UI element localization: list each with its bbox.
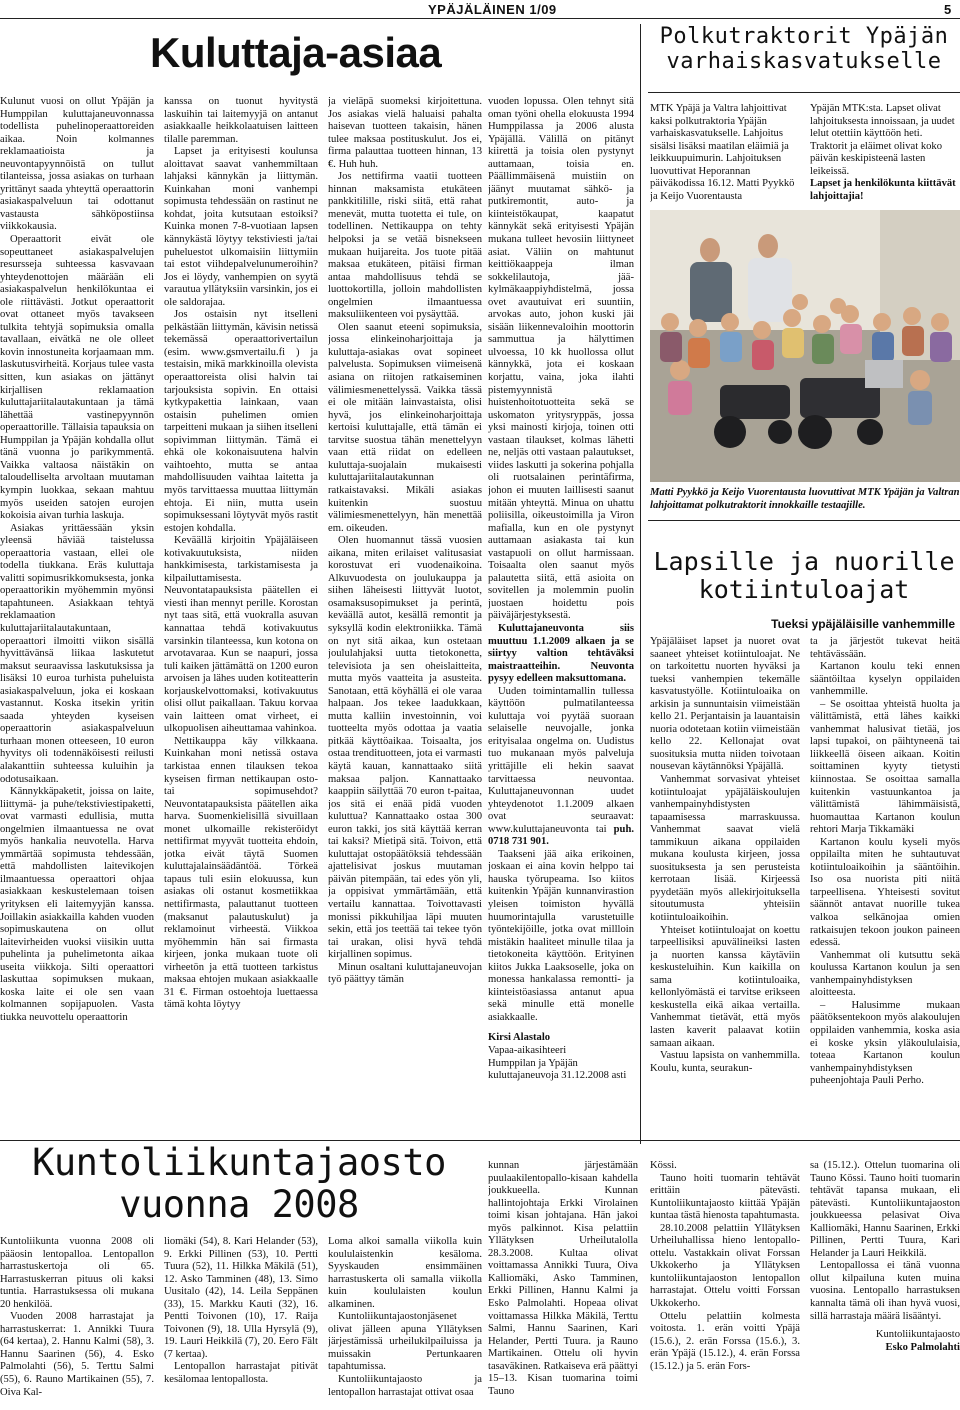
paragraph: Kartanon koulu kyseli myös oppilailta miten he suhtautuvat kotiintuloaikoihin ja sääntöihin. Iso osa nuorista piti niitä tarpeellisena. Yhteisesti sovitut säännöt antavat nuorille tukea valkoa selkänojaa omien ratkaisujen tekoon joukon paineen edessä. <box>810 836 960 949</box>
kuluttaja-column-1 <box>0 96 154 1136</box>
paragraph: Keväällä kirjoitin Ypäjäläiseen kotivakuutuksista, niiden hankkimisesta, tarkistamisesta ja kilpailuttamisesta. Neuvontatapauksista päätellen ei viesti ihan mennyt perille. Korostan nyt taas sitä, että vuokralla asuvan kannattaa tehdä kotivakuutus varsinkin tilanteessa, kun kotona on arvotavaraa. Kun se naapuri, jossa tuli kaiken jättämättä on 1200 euron arvoisen ja lähes uuden kotiteatterin korjauskelvottomaksi, kotivakuutus olisi ollut paikallaan. Takuu korvaa vain laitteen omat virheet, ei ulkopuolisen aiheuttamaa vahinkoa. <box>164 535 318 735</box>
paragraph: kanssa on tuonut hyvitystä laskuihin tai laitemyyjä on antanut asiakkaalle heikkolaatuisen laitteen tilalle paremman. <box>164 96 318 145</box>
phone-number: puh. 0718 731 901. <box>488 823 634 848</box>
paragraph: Kartanon koulu teki ennen sääntöiltaa kyselyn oppilaiden vanhemmille. <box>810 661 960 698</box>
paragraph: Jos nettifirma vaatii tuotteen hinnan maksamista etukäteen pankkitilille, riski siitä, että rahat menevät, mutta tuotetta ei tule, on todellinen. Nettikauppa on tehty helpoksi ja se vetää bisnekseen mukaan huijareita. Jos tuote pitää maksaa etukäteen, pitäisi firman antaa mahdollisuus tehdä se luottokortilla, jolloin mahdollisten ongelmien ilmaantuessa maksuliikenteen voi pysäyttää. <box>328 171 482 321</box>
paragraph: Nettikauppa käy vilkkaana. Kuinkahan moni netissä ostava tarkistaa ennen tilauksen tekoa kyseisen firman nettikaupan osto- tai sopimusehdot? Neuvontatapauksista päätellen aika harva. Suomenkielisillä sivuillaan monet ulkomaille rekisteröidyt nettifirmat myyvät tuotteita ehdoin, jotka eivät täytä Suomen kuluttajalainsäädäntöä. Törkeä tapaus tuli esiin elokuussa, kun asiakas oli ostanut kosmetiikkaa nettifirmasta, palauttanut tuotteen (maksanut palautuskulut) ja reklamoinut virheestä. Viikkoa myöhemmin hän sai firmasta kirjeen, jonka mukaan tuote oli virheetön ja että tuotteen tarkistus maksaa ehtojen mukaan asiakkaalle 31 €. Firman ostoehtoja luettaessa tämä kohta löytyy <box>164 735 318 1011</box>
paragraph: Lentopallossa ei tänä vuonna ollut kilpailuna kuten muina vuosina. Lentopallo harrastuksen kannalta tämä oli ihan hyvä vuosi, sillä harrastaja määrä lisääntyi. <box>810 1260 960 1322</box>
lapsille-top-rule <box>648 520 960 521</box>
lapsille-subtitle: Tueksi ypäjäläisille vanhemmille <box>771 617 955 631</box>
paragraph: – Halusimme mukaan päätöksentekoon myös alakoulujen oppilaiden vanhemmia, koska asia ei koske yksin yläkoululaisia, toteaa Kartanon koulun vanhempainyhdistyksen puheenjohtaja Pauli Perho. <box>810 999 960 1087</box>
photo-caption: Matti Pyykkö ja Keijo Vuorentausta luovuttivat MTK Ypäjän ja Valtran lahjoittamat polkutraktorit innokkaille testaajille. <box>650 487 960 511</box>
paragraph: Lentopallon harrastajat pitivät kesälomaa lentopallosta. <box>164 1361 318 1386</box>
kunto-title-line-1: Kuntoliikuntajaosto <box>32 1141 446 1184</box>
paragraph: Kössi. <box>650 1160 677 1171</box>
lapsille-column-1 <box>650 636 800 1136</box>
kunto-title <box>4 1142 474 1226</box>
page-number: 5 <box>944 2 952 17</box>
lapsille-title-line-1: Lapsille ja nuorille <box>653 547 955 576</box>
kunto-column-5 <box>650 1160 800 1410</box>
bold-paragraph: Kuluttajaneuvonta siis muuttuu 1.1.2009 alkaen ja se siirtyy valtion tehtäväksi maistraatteihin. Neuvonta pysyy edelleen maksuttomana. <box>488 622 634 685</box>
polku-title-line-2: varhaiskasvatukselle <box>666 49 942 74</box>
kunto-column-6 <box>810 1160 960 1410</box>
issue-label: YPÄJÄLÄINEN 1/09 <box>428 2 557 17</box>
paragraph: Kulunut vuosi on ollut Ypäjän ja Humppilan kuluttajaneuvonnassa todellista puhelinoperaattoreiden aikaa. Noin kolmannes reklamaatioista ja neuvontapyynnöistä on tullut tilanteissa, jossa asiakas on turhaan yrittänyt saada yhteyttä operaattorin asiakaspalveluun tai odottanut vastausta sähköpostiinsa viikkokausia. <box>0 96 154 233</box>
paragraph: kunnan järjestämään puulaakilentopallo-kisaan kahdella joukkueella. Kunnan hallintojohtaja Erkki Virolainen toimi kisan johtajana. Hän jakoi myös palkinnot. Kisa pelattiin Yllätyksen Urheilutalolla 28.3.2008. Kultaa olivat voittamassa Annikki Tuura, Oiva Kalliomäki, Asko Tamminen, Erkki Pillinen, Hannu Kalmi ja Esko Palmolahti. Hopeaa olivat voittamassa Hilkka Mäkilä, Terttu Salmi, Hannu Saarinen, Kari Helander, Pertti Tuura. ja Rauno Martikainen. Ottelu oli hyvin tasaväkinen. Ratkaiseva erä päättyi 15–13. Kisan tuomarina toimi Tauno <box>488 1160 638 1397</box>
polku-title-rule <box>648 92 960 93</box>
paragraph: Asiakas yrittäessään yksin yleensä häviää taistelussa operaattoria vastaan, ellei ole todella tiukkana. Eräs kuluttaja valitti sopimusrikkomuksesta, jonka operaattorikin myöhemmin myönsi tapahtuneen. Asiakkaan tehtyä reklamaation kuluttajariitalautakuntaan, operaattori ilmoitti viikon sisällä hyvittävänsä liikaa laskutetut maksut seuraavissa laskutuksissa ja lisäksi 10 euroa turhista puheluista asiakaspalveluun, joka ei koskaan vastannut. Koska itsekin yritin saada yhteyden kyseisen operaattorin asiakaspalveluun turhaan monen otteeseen, 10 euron hyvitys oli todennäköisesti reilusti alakanttiin suhteessa kuluihin ja odotusaikaan. <box>0 522 154 785</box>
polku-left-text <box>650 103 800 207</box>
paragraph: Operaattorit eivät ole sopeuttaneet asiakaspalvelujen resursseja suhteessa kasvavaan yhteydenottojen määrään eli asiakaspalvelun henkilökuntaa ei ole riittävästi. Jotkut operaattorit ovat ottaneet myös tavakseen tulkita tehtyjä sopimuksia omalla tavallaan, eivätkä ne ole olleet kovin innostuneita korjaamaan mm. laskutusvirheitä. Korjaus tulee vasta sitten, kun asiakas on jättänyt kirjallisen reklamaation kuluttajariitalautakuntaan ja tämä lähettää vastinepyynnön operaattorille. Tällaisia tapauksia on Humppilan ja Ypäjän kohdalla ollut tänä vuonna jo parikymmentä. Vaikka valtaosa näistäkin on taloudelliselta arvoltaan muutaman kympin luokkaa, sekaan mahtuu myös useiden satojen eurojen kokoisia aivan turhia laskuja. <box>0 234 154 522</box>
paragraph: Yhteiset kotiintuloajat on koettu tarpeellisiksi apuvälineiksi lasten ja nuorten kanssa käytäviin keskusteluihin. Kun kaikilla on sama kotiintuloaika, kellonlyömästä ei tarvitse erikseen keskustella eikä aikaa vertailla. Vanhemmat tietävät, että myös lasten kaverit palaavat kotiin samaan aikaan. <box>650 924 800 1049</box>
paragraph: Vanhemmat sorvasivat yhteiset kotiintuloajat ypäjäläiskoulujen vanhempainyhdistysten tapaamisessa marraskuussa. Vanhemmat saavat vielä tammikuun aikana oppilaiden mukana koulusta kirjeen, jossa suosituksesta ja sen perusteista kerrotaan lisää. Kirjeessä pyydetään myös allekirjoituksella sitoutumusta yhteisiin kotiintuloaikoihin. <box>650 774 800 924</box>
kunto-column-1 <box>0 1236 154 1410</box>
paragraph: Taakseni jää aika erikoinen, joskaan ei aina kovin helppo tai hauska työrupeama. Iso kiitos kuitenkin Ypäjän kunnanvirastion yleisen toimiston hyvällä huumorintajulla varustetuille työntekijöille, jotka ovat millloin mistäkin haaliteet minulle tilaa ja tietokoneita käyttöön. Erityinen kiitos Jukka Laaksoselle, joka on monessa hankalassa remontti- ja kiinteistöasiassa antanut apua sekä minulle että monelle asiakkaalle. <box>488 848 634 1023</box>
paragraph: Kuntoliikunta vuonna 2008 oli pääosin lentopalloa. Lentopallon harrastuskertoja oli 65. Harrastuskerran pituus oli kaksi tuntia. Harrastuksessa oli mukana 20 henkilöä. <box>0 1236 154 1310</box>
bold-paragraph: Lapset ja henkilökunta kiittävät lahjoittajia! <box>810 178 956 202</box>
paragraph: Ypäjäläiset lapset ja nuoret ovat saaneet yhteiset kotiintuloajat. Ne on tarkoitettu nuorten hyväksi ja tueksi vanhempien tekemälle kasvatustyölle. Kotiintuloaika on arkisin ja sunnuntaisin viimeistään kello 21. Perjantaisin ja lauantaisin nuoria odotetaan kotiin viimeistään kello 22. Kellonajat ovat suosituksia mutta niiden toivotaan nousevan käytännöksi Ypäjällä. <box>650 636 800 773</box>
children-tractor-photo <box>650 210 960 482</box>
paragraph: Kuntoliikuntajaostonjäsenet olivat jälleen apuna Yllätyksen järjestämissä urheilukilpailuissa ja muissakin Pertunkaaren tapahtumissa. <box>328 1311 482 1373</box>
kuluttaja-column-3 <box>328 96 482 1136</box>
signature-org: Humppilan ja Ypäjän kuluttajaneuvoja 31.12.2008 asti <box>488 1057 627 1082</box>
signature-role: Vapaa-aikasihteeri <box>488 1045 567 1057</box>
paragraph: vuoden lopussa. Olen tehnyt sitä oman työni ohella elokuusta 1994 Humppilassa ja 2006 alusta Ypäjällä. Välillä on pitänyt kiirettä ja toisia olen pystynyt auttamaan, toisia en. Päällimmäisenä muistiin on jäänyt muutamat sähkö- ja putkiremontit, auto- ja kiinteistökaupat, kaapatut kännykät sekä erityisesti Ypäjän mukana tulleet hevosiin liittyneet asiat. Väliin on mahtunut keittiökaappeja ilman sokkelilautoja, jää-kylmäkaappiyhdistelmä, jossa ovet avautuivat eri suuntiin, arvokas auto, johon kuski jäi sisään liikennevaloihin moottorin sammuttua ja hälyttimen ulvoessa, 10 kk huollossa ollut kännykkä, jota ei koskaan korjattu, vaina, joka ilahti pistemyynnistä huistenhoitotuotteita sekä se uskomaton yritysryppäs, jossa yksi mainosti kirjoja, toinen otti vastaan tilaukset, kolmas lähetti ne, neljäs otti vastaan palautukset, viides laskutti ja sokerina pohjalla oli ruotsalainen perintäfirma, johon ei muuten laillisesti saanut mitään yhteyttä. Minua on uhattu poliisilla, oikeustoimilla ja Viron mafialla, kun en ole pystynyt auttamaan asiakasta tai kun vastapuoli on ollut harmissaan. Toisaalta olen saanut myös palautetta siitä, että asioita on sovitellen ja molemmin puolin juostaen hoidettu pois päiväjärjestyksestä. <box>488 96 634 622</box>
paragraph: Kännykkäpaketit, joissa on laite, liittymä- ja puhe/tekstiviestipaketti, ovat varmasti edullisia, mutta ongelmien ilmaantuessa ne ovat myös hankalia neuvotella. Harva ymmärtää sopimusta tehdessään, että mahdollisten laitevikojen ilmaantuessa operaattori ohjaa asiakkaan keskustelemaan toisen yrityksen eli laitemyyjän kanssa. Joillakin asiakkailla kahden vuoden sopimuskautena on ollut laitevirheiden vuoksi viisikin uutta puhelinta ja puhelimetonta aikaa useita viikkoja. Silti operaattori laskuttaa sopimuksen mukaan, koska laite ei ole sen vaan kolmannen sopijapuolen. Vasta tiukka neuvottelu operaattorin <box>0 786 154 1023</box>
paragraph: Minun osaltani kuluttajaneuvojan työ päättyy tämän <box>328 961 482 986</box>
spacer <box>488 1024 634 1032</box>
kuluttaja-column-2 <box>164 96 318 1136</box>
kunto-title-line-2: vuonna 2008 <box>119 1183 359 1226</box>
paragraph: 28.10.2008 pelattiin Yllätyksen Urheiluhallissa hieno lentopallo-ottelu. Vastakkain olivat Forssan Ukkokerho ja Yllätyksen kuntoliikuntajaoston lentopallon harrastajat. Ottelu voitti Forssan Ukkokerho. <box>650 1222 800 1310</box>
paragraph: Tauno hoiti tuomarin tehtävät erittäin pätevästi. Kuntoliikuntajaosto kiittää Ypäjän kuntaa tästä hienosta tapahtumasta. <box>650 1172 800 1222</box>
polku-title-line-1: Polkutraktorit Ypäjän <box>659 24 949 49</box>
paragraph: MTK Ypäjä ja Valtra lahjoittivat kaksi polkutraktoria Ypäjän varhaiskasvatukselle. Lahjoitus sisälsi lisäksi maatilan eläimiä ja leikkuupuimurin. Lahjoituksen luovuttivat Heporannan päiväkodissa 16.12. Matti Pyykkö ja Keijo Vuorentausta <box>650 103 795 202</box>
paragraph: Lapset ja erityisesti koulunsa aloittavat saavat vanhemmiltaan lahjaksi kännykän ja liittymän. Kuinkahan moni vanhempi sopimusta tehdessään on rastinut ne kohdat, joita kutsutaan estoiksi? Kuinka monen 7-8-vuotiaan lapsen kännykästä löytyy tekstiviesti ja/tai puheluestot ulkomaisiin liittymiin tai estot viihdepalvelunumeroihin? Jos ei löydy, vanhempien on syytä varautua yllätyksiin varsinkin, jos ei ole saldorajaa. <box>164 146 318 308</box>
polku-title <box>648 24 960 74</box>
text: Uuden toimintamallin tullessa käyttöön pulmatilanteessa kuluttaja voi pyytää suoraan selaiselle neuvojalle, jonka erityisalaa ongelma on. Uudistus tuo mukanaan myös palveluja yrittäjille eli hekin saavat tarvittaessa neuvontaa. Kuluttajaneuvonnan uudet yhteydenotot 1.1.2009 alkaen ovat seuraavat: www.kuluttajaneuvonta tai <box>488 685 634 835</box>
header-rule <box>0 18 960 19</box>
kunto-column-3 <box>328 1236 482 1410</box>
paragraph: ja vieläpä suomeksi kirjoitettuna. Jos asiakas vielä haluaisi pahalta haisevan tuotteen takaisin, hänen tulee maksaa postituskulut. Jos ei, firma palauttaa tuotteen hinnan, 13 €. Huh huh. <box>328 96 482 170</box>
paragraph: Olen huomannut tässä vuosien aikana, miten erilaiset valitusasiat korostuvat eri vuodenaikoina. Alkuvuodesta on joulukauppa ja siihen läheisesti liittyvät luotot, osamaksusopimukset ja perintä, keväällä autot, kesällä remontit ja syksyllä kodin elektroniikka. Tämä on nyt sitä aikaa, kun ostetaan joululahjaksi uutta tietokonetta, televisiota ja sen oheislaitteita, mutta myös vaatteita ja asusteita. Sanotaan, että köyhällä ei ole varaa halpaan. Jos tekee laadukkaan, mutta kalliin investoinnin, voi tuotteelta myös odottaa ja vaatia pitkää käyttöaikaa. Toisaalta, jos ostaa trendituotteen, jota ei varmasti käytä kauan, kannattaako siitä maksaa paljon. Kannattaako kaappiin säilyttää 70 euron t-paitaa, jos sitä ei enää pidä vuoden kuluttua? Kannattaako ostaa 300 euron takki, jos sitä käyttää kerran tai kaksi? Mietipä sitä. Toivon, että kuluttajat ostopäätöksiä tehdessään ajattelisivat joskus muutaman päivän pitempään, tai edes yön yli, ja oppisivat ymmärtämään, että vertailu kannattaa. Toivottavasti monissi pikkuhiljaa läpi muuten sekin, että jos teettää tai tekee työn tai urakan, olisi hyvä tehdä kirjallinen sopimus. <box>328 535 482 961</box>
photo-illustration <box>650 210 960 482</box>
paragraph: – Se osoittaa yhteistä huolta ja välittämistä, että lähes kaikki vanhemmat halusivat tietää, jos lapsi tupakoi, on päihtyneenä tai liikkeellä öiseen aikaan. Koitin soittaminen kyyty tietysti kiinnostaa. Se osoittaa samalla kuitenkin vastuunkantoa ja välittämistä lähimmäisistä, huomauttaa Kartanon koulun rehtori Marja Tikkamäki <box>810 698 960 836</box>
paragraph: Loma alkoi samalla viikolla kuin koululaistenkin kesäloma. Syyskauden ensimmäinen harrastuskerta oli samalla viikolla kuin koululaisten koulun alkaminen. <box>328 1236 482 1310</box>
paragraph: Kuntoliikuntajaosto ja lentopallon harrastajat ottivat osaa <box>328 1374 482 1398</box>
paragraph: Vastuu lapsista on vanhemmilla. Koulu, kunta, seurakun- <box>650 1050 800 1074</box>
kuluttaja-column-4 <box>488 96 634 1136</box>
paragraph: Ottelu pelattiin kolmesta voitosta. 1. erän voitti Ypäjä (15.6.), 2. erän Forssa (15.6.), 3. erän Ypäjä (15.12.), 4. erän Forssa (15.12.) ja 5. erän Fors- <box>650 1310 800 1372</box>
signature-name: Esko Palmolahti <box>885 1341 960 1353</box>
paragraph <box>488 686 634 849</box>
kunto-column-4 <box>488 1160 638 1410</box>
paragraph: ta ja järjestöt tukevat heitä tehtävässään. <box>810 636 960 660</box>
lapsille-title <box>648 548 960 604</box>
section-divider <box>640 24 641 1144</box>
signature-name: Kirsi Alastalo <box>488 1032 551 1044</box>
lapsille-title-line-2: kotiintuloajat <box>698 575 910 604</box>
paragraph: Vuoden 2008 harrastajat ja harrastuskerrat: 1. Annikki Tuura (64 kertaa), 2. Hannu Kalmi (58), 3. Hannu Saarinen (56), 4. Esko Palmolahti (56), 5. Terttu Salmi (55), 6. Rauno Martikainen (55), 7. Oiva Kal- <box>0 1311 154 1398</box>
lapsille-column-2 <box>810 636 960 1136</box>
paragraph: Ypäjän MTK:sta. Lapset olivat lahjoituksesta innoissaan, ja uudet lelut otettiin käyttöön heti. Traktorit ja eläimet olivat koko päivän keskipisteenä lasten leikeissä. <box>810 103 955 177</box>
paragraph: Vanhemmat oli kutsuttu sekä koulussa Kartanon koulun ja sen vanhempainyhdistyksen aloitteesta. <box>810 949 960 999</box>
paragraph: sa (15.12.). Ottelun tuomarina oli Tauno Kössi. Tauno hoiti tuomarin tehtävät tapansa mukaan, eli pätevästi. Kuntoliikuntajaoston joukkueessa pelasivat Oiva Kalliomäki, Hannu Saarinen, Erkki Pillinen, Pertti Tuura, Kari Helander ja Lauri Heikkilä. <box>810 1160 960 1259</box>
paragraph: liomäki (54), 8. Kari Helander (53), 9. Erkki Pillinen (53), 10. Pertti Tuura (52), 11. Hilkka Mäkilä (51), 12. Asko Tamminen (48), 13. Simo Uusitalo (42), 14. Leila Seppänen (33), 15. Markku Kauti (32), 16. Pentti Toivonen (10), 17. Raija Toivonen (9), 18. Ulla Hyrsylä (9), 19. Lauri Heikkilä (7), 20. Eero Fält (7 kertaa). <box>164 1236 318 1360</box>
polku-right-text <box>810 103 960 207</box>
kuluttaja-title: Kuluttaja-asiaa <box>150 29 442 76</box>
paragraph: Jos ostaisin nyt itselleni pelkästään liittymän, kävisin netissä tekemässä operaattorivertailun (esim. www.gsmvertailu.fi ) ja testaisin, mikä markkinoilla olevista operaattoreista olisi halvin tai tarjouksista sopivin. En ottaisi kytkypakettia lainkaan, vaan ostaisin puhelimen omien tarpeitteni mukaan ja siihen itselleni sopivimman liittymän. Tämä ei ehkä ole kokonaisuutena halvin vaihtoehto, mutta se antaa mahdollisuuden vaihtaa laitetta ja myös tarvittaessa muuttaa liittymän ehtoja. Ei niin, mutta usein sopimuksessani löytyvät myös rastit estojen kohdalla. <box>164 309 318 534</box>
signature-org: Kuntoliikuntajaosto <box>875 1329 960 1341</box>
kunto-column-2 <box>164 1236 318 1410</box>
paragraph: Olen saanut eteeni sopimuksia, jossa elinkeinoharjoittaja ja kuluttaja-asiakas ovat sopineet palvelusta. Sopimuksen viimeisenä asiana on riitojen ratkaiseminen välimiesmenettelyssä. Vaikka tässä ei ole mitään lainvastaista, olisi hyvä, jos elinkeinoharjoittaja kertoisi kuluttajalle, että tämän ei tarvitse suostua tähän menettelyyn vaan että riidat on edelleen kuluttaja-suojalain mukaisesti kuluttajariitalautakunnan ratkaistavaksi. Mikäli asiakas kuitenkin suostuu välimiesmenettelyyn, hän menettää em. oikeuden. <box>328 321 482 534</box>
